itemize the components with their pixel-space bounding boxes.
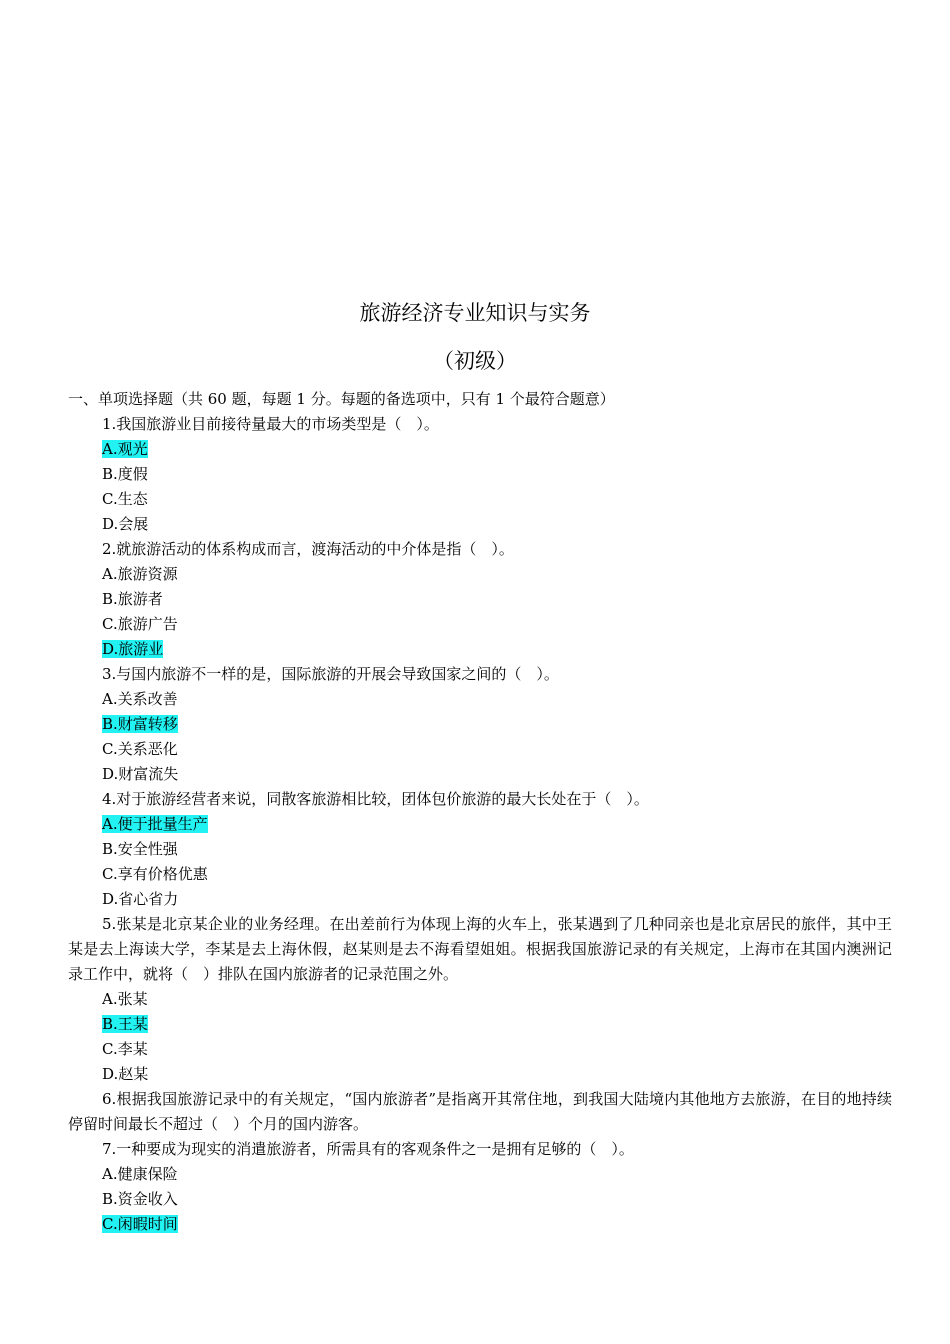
question-4-option-a <box>68 812 892 837</box>
question-2-stem: 2.就旅游活动的体系构成而言，渡海活动的中介体是指（ ）。 <box>102 540 514 558</box>
answer-highlight: C.闲暇时间 <box>102 1215 178 1233</box>
question-1-option-c: C.生态 <box>102 490 148 508</box>
question-7-option-c <box>68 1212 892 1237</box>
question-2-option-d <box>68 637 892 662</box>
question-1-option-d: D.会展 <box>102 515 149 533</box>
question-4-option-b: B.安全性强 <box>102 840 178 858</box>
answer-highlight: B.财富转移 <box>102 715 178 733</box>
document-subtitle: （初级） <box>433 349 517 373</box>
question-1-option-a <box>68 437 892 462</box>
question-7-option-b: B.资金收入 <box>102 1190 178 1208</box>
answer-highlight: D.旅游业 <box>102 640 164 658</box>
question-6-stem: 6.根据我国旅游记录中的有关规定，“国内旅游者”是指离开其常住地，到我国大陆境内其他地方去旅游，在目的地持续停留时间最长不超过（ ）个月的国内游客。 <box>68 1090 892 1133</box>
answer-highlight: B.王某 <box>102 1015 148 1033</box>
question-5-stem: 5.张某是北京某企业的业务经理。在出差前行为体现上海的火车上，张某遇到了几种同亲也是北京居民的旅伴，其中王某是去上海读大学，李某是去上海休假，赵某则是去不海看望姐姐。根据我国旅游记录的有关规定，上海市在其国内澳洲记录工作中，就将（ ）排队在国内旅游者的记录范围之外。 <box>68 915 892 983</box>
question-4-option-c: C.享有价格优惠 <box>102 865 208 883</box>
question-5-option-a: A.张某 <box>102 990 148 1008</box>
question-5-option-b <box>68 1012 892 1037</box>
answer-highlight: A.观光 <box>102 440 148 458</box>
question-2-option-b: B.旅游者 <box>102 590 163 608</box>
question-2-option-c: C.旅游广告 <box>102 615 178 633</box>
question-7-option-a: A.健康保险 <box>102 1165 178 1183</box>
question-1-stem: 1.我国旅游业目前接待量最大的市场类型是（ ）。 <box>102 415 439 433</box>
question-4-option-d: D.省心省力 <box>102 890 179 908</box>
question-2-option-a: A.旅游资源 <box>102 565 178 583</box>
question-5-option-c: C.李某 <box>102 1040 148 1058</box>
document-title: 旅游经济专业知识与实务 <box>359 301 591 325</box>
question-1-option-b: B.度假 <box>102 465 148 483</box>
question-5-option-d: D.赵某 <box>102 1065 149 1083</box>
question-3-option-b <box>68 712 892 737</box>
document-body <box>68 387 892 1237</box>
question-3-option-d: D.财富流失 <box>102 765 179 783</box>
question-3-stem: 3.与国内旅游不一样的是，国际旅游的开展会导致国家之间的（ ）。 <box>102 665 559 683</box>
question-3-option-a: A.关系改善 <box>102 690 178 708</box>
question-3-option-c: C.关系恶化 <box>102 740 178 758</box>
question-7-stem: 7.一种要成为现实的消遣旅游者，所需具有的客观条件之一是拥有足够的（ ）。 <box>102 1140 634 1158</box>
question-4-stem: 4.对于旅游经营者来说，同散客旅游相比较，团体包价旅游的最大长处在于（ ）。 <box>102 790 649 808</box>
answer-highlight: A.便于批量生产 <box>102 815 208 833</box>
section-heading: 一、单项选择题（共 60 题，每题 1 分。每题的备选项中，只有 1 个最符合题意） <box>68 390 615 408</box>
